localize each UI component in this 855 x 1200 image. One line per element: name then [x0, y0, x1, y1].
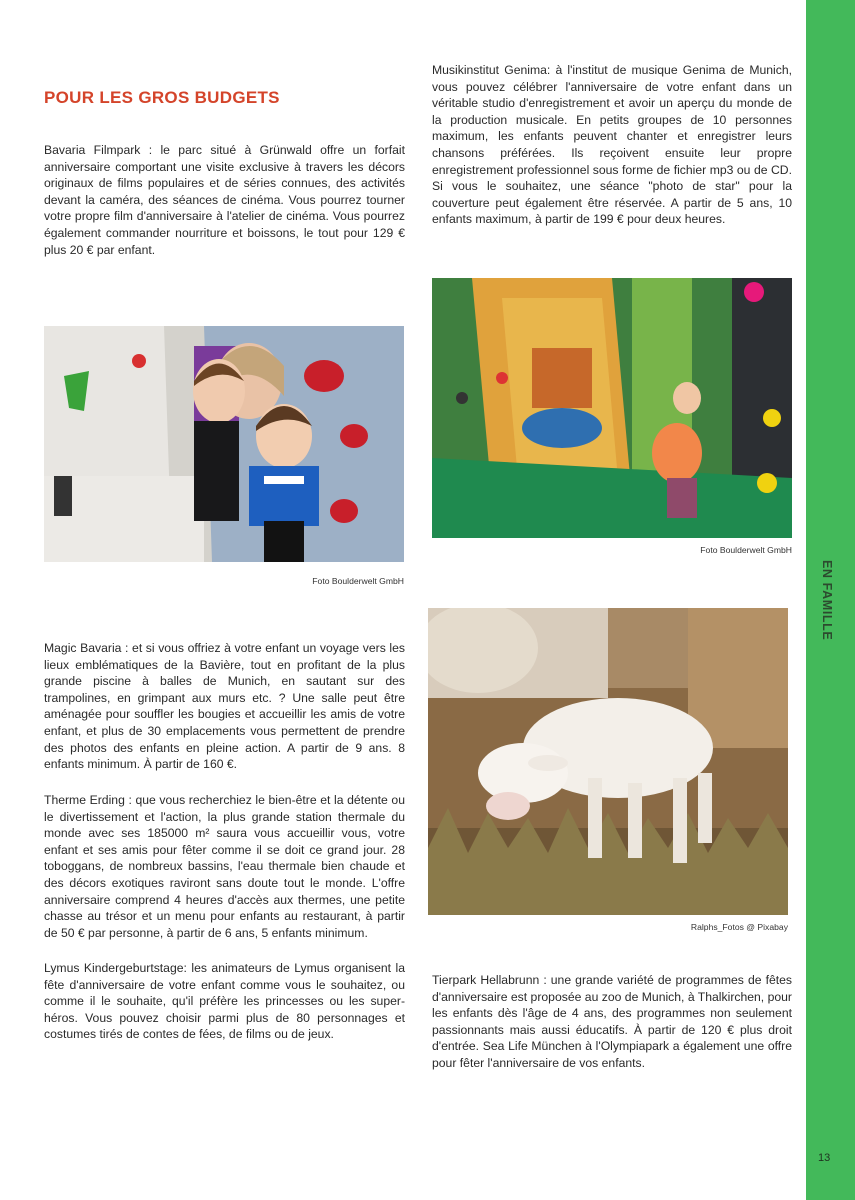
caption-photo-3: Ralphs_Fotos @ Pixabay	[690, 922, 788, 932]
caption-photo-2: Foto Boulderwelt GmbH	[700, 545, 792, 555]
paragraph-bavaria-filmpark: Bavaria Filmpark : le parc situé à Grünwald offre un forfait anniversaire comportant une visite exclusive à travers les décors originaux de films populaires et de séries connues, des activités devant la caméra, des séances de cinéma. Vous pourrez tourner votre propre film d'anniversaire à l'atelier de cinéma. Vous pourrez également commander nourriture et boissons, le tout pour 129 € plus 20 € par enfant.	[44, 143, 405, 257]
photo-climbing-hall	[432, 278, 792, 538]
section-heading: POUR LES GROS BUDGETS	[44, 88, 280, 107]
caption-photo-1: Foto Boulderwelt GmbH	[312, 576, 404, 586]
photo-lamb	[428, 608, 788, 915]
paragraph-genima: Musikinstitut Genima: à l'institut de musique Genima de Munich, vous pouvez célébrer l'anniversaire de votre enfant dans un véritable studio d'enregistrement et avoir un aperçu du monde de la production musicale. En petits groupes de 10 personnes maximum, les enfants peuvent chanter et enregistrer leurs chansons préférées. Ils reçoivent ensuite leur propre enregistrement professionnel sous forme de fichier mp3 ou de CD. Si vous le souhaitez, une séance "photo de star" pour la couverture peut également être réservée. A partir de 5 ans, 10 enfants maximum, à partir de 199 € pour deux heures.	[432, 63, 792, 227]
photo-kids-climbing	[44, 326, 404, 562]
paragraph-tierpark: Tierpark Hellabrunn : une grande variété de programmes de fêtes d'anniversaire est proposée au zoo de Munich, à Thalkirchen, pour les enfants dès l'âge de 4 ans, des programmes non seulement passionnants mais aussi éducatifs. À partir de 120 € plus droit d'entrée. Sea Life München à l'Olympiapark a également une offre pour fêter l'anniversaire de vos enfants.	[432, 973, 792, 1070]
paragraph-therme-erding: Therme Erding : que vous recherchiez le bien-être et la détente ou le divertissement et l'action, la plus grande station thermale du monde avec ses 185000 m² saura vous accueillir vous, votre enfant et ses amis pour fêter comme il se doit ce grand jour. 28 toboggans, de nombreux bassins, l'eau thermale bien chaude et des décors exotiques raviront sans doute tout le monde. L'offre anniversaire comprend 4 heures d'accès aux thermes, une petite chasse au trésor et un menu pour enfants au restaurant, à partir de 50 € par personne, à partir de 6 ans, 5 enfants minimum.	[44, 793, 405, 940]
page-number: 13	[818, 1152, 831, 1164]
section-side-label: EN FAMILLE	[820, 560, 834, 641]
paragraph-lymus: Lymus Kindergeburtstage: les animateurs de Lymus organisent la fête d'anniversaire de votre enfant comme vous le souhaitez, ou comme il le souhaite, qu'il préfère les princesses ou les super-héros. Vous pouvez choisir parmi plus de 80 personnages et costumes tirés de contes de fées, de films ou de jeux.	[44, 961, 405, 1042]
paragraph-magic-bavaria: Magic Bavaria : et si vous offriez à votre enfant un voyage vers les lieux emblématiques de la Bavière, tout en profitant de la plus grande piscine à balles de Munich, en sautant sur des trampolines, en grimpant aux murs etc. ? Une salle peut être aménagée pour souffler les bougies et accueillir les amis de votre enfant, et plus de 30 emplacements vous permettent de prendre des photos des enfants en pleine action. A partir de 9 ans. 8 enfants minimum. À partir de 160 €.	[44, 641, 405, 772]
